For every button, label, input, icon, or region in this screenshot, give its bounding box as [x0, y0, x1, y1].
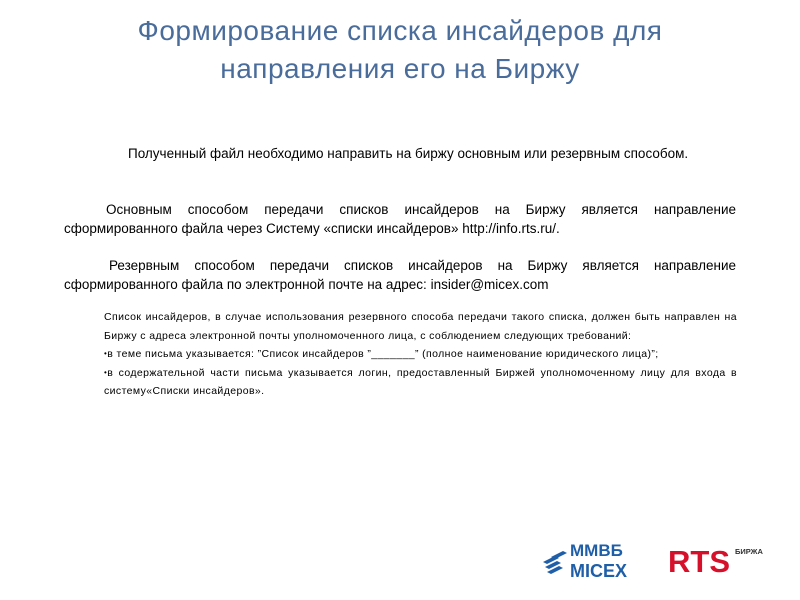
- slide-title-line-1: Формирование списка инсайдеров для: [137, 15, 663, 46]
- bullet-icon: •: [104, 349, 108, 358]
- requirement-item-body-text: в содержательной части письма указывается логин, предоставленный Биржей уполномоченному лицу для входа в систему«Списки инсайдеров».: [104, 366, 737, 397]
- bullet-icon: •: [104, 367, 108, 377]
- micex-logo: [541, 538, 637, 580]
- rts-logo-main-text: RTS: [668, 544, 730, 577]
- paragraph-file-sending-text: Полученный файл необходимо направить на биржу основным или резервным способом.: [128, 146, 689, 161]
- micex-logo-mark: [543, 551, 567, 574]
- rts-logo-sub-text: БИРЖА: [735, 547, 763, 556]
- paragraph-primary-method: [64, 200, 736, 238]
- micex-logo-bottom-text: MICEX: [570, 561, 628, 580]
- slide-title-line-2: направления его на Биржу: [220, 53, 580, 84]
- requirements-note: [104, 308, 737, 401]
- paragraph-backup-method: [64, 256, 736, 294]
- paragraph-file-sending: [64, 144, 736, 163]
- requirements-note-intro: Список инсайдеров, в случае использования резервного способа передачи такого списка, должен быть направлен на Биржу с адреса электронной почты уполномоченного лица, с соблюдением следующих требований:: [104, 311, 737, 342]
- rts-logo: [668, 541, 764, 577]
- paragraph-primary-method-text: Основным способом передачи списков инсайдеров на Биржу является направление сформированного файла через Систему «списки инсайдеров» http://info.rts.ru/.: [64, 202, 736, 236]
- requirement-item-subject: [104, 345, 737, 364]
- requirement-item-subject-text: в теме письма указывается: ”Список инсайдеров ”_______” (полное наименование юридического лица)”;: [107, 348, 659, 360]
- slide-title: [60, 12, 740, 88]
- micex-logo-top-text: ММВБ: [570, 541, 623, 560]
- requirement-item-body: [104, 364, 737, 401]
- paragraph-backup-method-text: Резервным способом передачи списков инсайдеров на Биржу является направление сформированного файла по электронной почте на адрес: insider@micex.com: [64, 258, 736, 292]
